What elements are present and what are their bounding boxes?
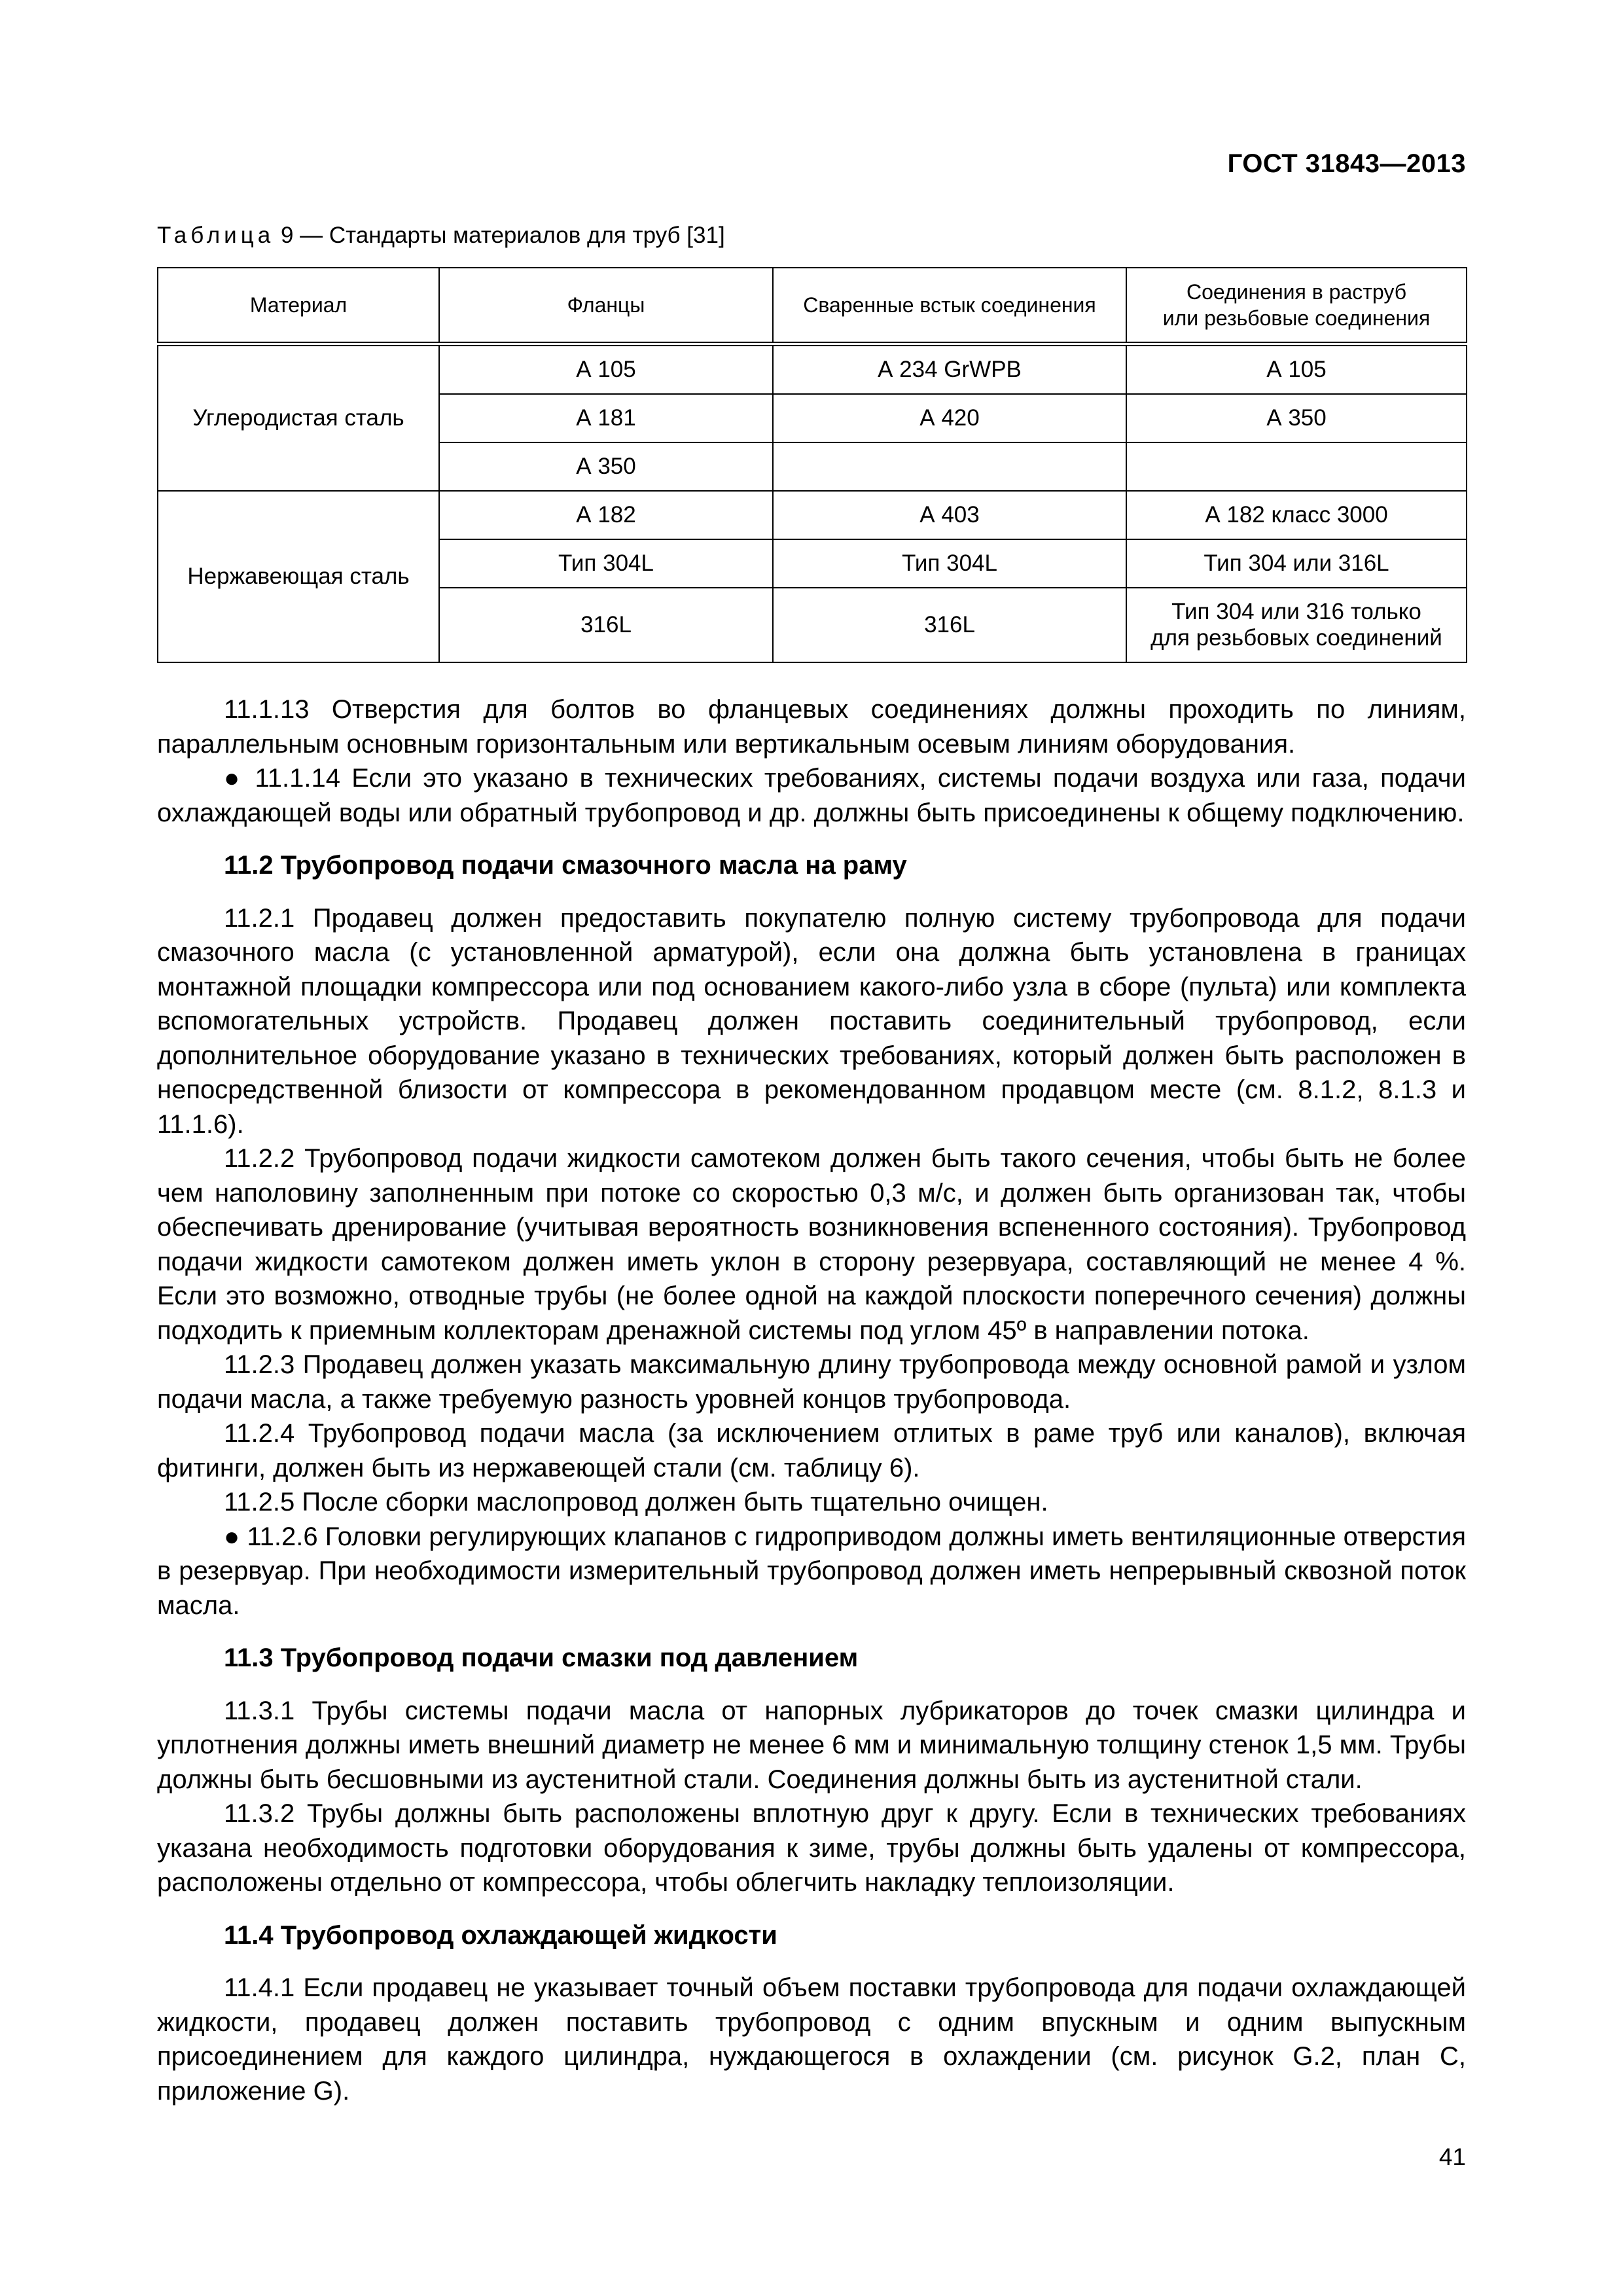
cell-line: Тип 304 или 316 только: [1171, 599, 1421, 624]
table-cell: [773, 442, 1126, 491]
table-cell: А 350: [439, 442, 773, 491]
table-cell: [1126, 442, 1467, 491]
section-heading-11-4: 11.4 Трубопровод охлаждающей жидкости: [224, 1920, 777, 1950]
cell-line: для резьбовых соединений: [1150, 625, 1442, 651]
paragraph-11-4-1: 11.4.1 Если продавец не указывает точный объем поставки трубопровода для подачи охлаждающей жидкости, продавец должен поставить трубопровод с одним впускным и одним выпускным присоединением для каждого цилиндра, нуждающегося в охлаждении (см. рисунок G.2, план С, приложение G).: [157, 1973, 1466, 2106]
table-caption-prefix: Таблица: [157, 223, 275, 248]
table-caption-text: 9 — Стандарты материалов для труб [31]: [274, 223, 725, 248]
document-header: ГОСТ 31843—2013: [1227, 149, 1466, 178]
table-row: [158, 491, 1467, 539]
header-cell-material: Материал: [158, 268, 439, 344]
section-heading-11-3: 11.3 Трубопровод подачи смазки под давлением: [224, 1643, 859, 1672]
page-number: 41: [1438, 2144, 1466, 2170]
table-cell: А 403: [773, 491, 1126, 539]
paragraph-11-2-3: 11.2.3 Продавец должен указать максимальную длину трубопровода между основной рамой и узлом подачи масла, а также требуемую разность уровней концов трубопровода.: [157, 1350, 1466, 1414]
table-cell: А 350: [1126, 394, 1467, 442]
header-cell-socket-threaded: [1126, 268, 1467, 344]
table-cell: 316L: [439, 588, 773, 662]
table-cell: А 234 GrWPB: [773, 344, 1126, 395]
table-cell: А 182: [439, 491, 773, 539]
paragraph-11-2-6: ● 11.2.6 Головки регулирующих клапанов с гидроприводом должны иметь вентиляционные отверстия в резервуар. При необходимости измерительный трубопровод должен иметь непрерывный сквозной поток масла.: [157, 1522, 1466, 1620]
table-cell: А 181: [439, 394, 773, 442]
material-cell-stainless: Нержавеющая сталь: [158, 491, 439, 662]
table-cell: Тип 304L: [439, 539, 773, 588]
paragraph-11-3-1: 11.3.1 Трубы системы подачи масла от напорных лубрикаторов до точек смазки цилиндра и уплотнения должны иметь внешний диаметр не менее 6 мм и минимальную толщину стенок 1,5 мм. Трубы должны быть бесшовными из аустенитной стали. Соединения должны быть из аустенитной стали.: [157, 1696, 1466, 1794]
header-line: или резьбовые соединения: [1162, 306, 1431, 330]
header-cell-flanges: Фланцы: [439, 268, 773, 344]
paragraph-11-1-14: ● 11.1.14 Если это указано в технических требованиях, системы подачи воздуха или газа, подачи охлаждающей воды или обратный трубопровод и др. должны быть присоединены к общему подключению.: [157, 764, 1466, 827]
paragraph-11-1-13: 11.1.13 Отверстия для болтов во фланцевых соединениях должны проходить по линиям, параллельным основным горизонтальным или вертикальным осевым линиям оборудования.: [157, 695, 1466, 759]
table-cell: А 420: [773, 394, 1126, 442]
header-line: Соединения в раструб: [1186, 280, 1407, 304]
table-cell: А 105: [1126, 344, 1467, 395]
paragraph-11-3-2: 11.3.2 Трубы должны быть расположены вплотную друг к другу. Если в технических требованиях указана необходимость подготовки оборудования к зиме, трубы должны быть удалены от компрессора, расположены отдельно от компрессора, чтобы облегчить накладку теплоизоляции.: [157, 1799, 1466, 1897]
table-cell: [1126, 588, 1467, 662]
table-cell: А 182 класс 3000: [1126, 491, 1467, 539]
body-text: [157, 692, 1466, 2108]
materials-table: [157, 267, 1467, 663]
table-cell: Тип 304 или 316L: [1126, 539, 1467, 588]
material-cell-carbon: Углеродистая сталь: [158, 344, 439, 492]
paragraph-11-2-1: 11.2.1 Продавец должен предоставить покупателю полную систему трубопровода для подачи смазочного масла (с установленной арматурой), если она должна быть установлена в границах монтажной площадки компрессора или под основанием какого-либо узла в сборе (пульта) или комплекта вспомогательных устройств. Продавец должен поставить соединительный трубопровод, если дополнительное оборудование указано в технических требованиях, который должен быть расположен в непосредственной близости от компрессора в рекомендованном продавцом месте (см. 8.1.2, 8.1.3 и 11.1.6).: [157, 903, 1466, 1139]
table-caption: [157, 223, 725, 249]
table-header-row: [158, 268, 1467, 344]
paragraph-11-2-5: 11.2.5 После сборки маслопровод должен быть тщательно очищен.: [224, 1488, 1048, 1516]
table-cell: Тип 304L: [773, 539, 1126, 588]
paragraph-11-2-4: 11.2.4 Трубопровод подачи масла (за исключением отлитых в раме труб или каналов), включая фитинги, должен быть из нержавеющей стали (см. таблицу 6).: [157, 1419, 1466, 1482]
table-cell: А 105: [439, 344, 773, 395]
table-cell: 316L: [773, 588, 1126, 662]
section-heading-11-2: 11.2 Трубопровод подачи смазочного масла на раму: [224, 851, 907, 880]
paragraph-11-2-2: 11.2.2 Трубопровод подачи жидкости самотеком должен быть такого сечения, чтобы быть не более чем наполовину заполненным при потоке со скоростью 0,3 м/с, и должен быть организован так, чтобы обеспечивать дренирование (учитывая вероятность возникновения вспененного состояния). Трубопровод подачи жидкости самотеком должен иметь уклон в сторону резервуара, составляющий не менее 4 %. Если это возможно, отводные трубы (не более одной на каждой плоскости поперечного сечения) должны подходить к приемным коллекторам дренажной системы под углом 45º в направлении потока.: [157, 1144, 1466, 1345]
header-cell-butt-welded: Сваренные встык соединения: [773, 268, 1126, 344]
table-row: [158, 344, 1467, 395]
